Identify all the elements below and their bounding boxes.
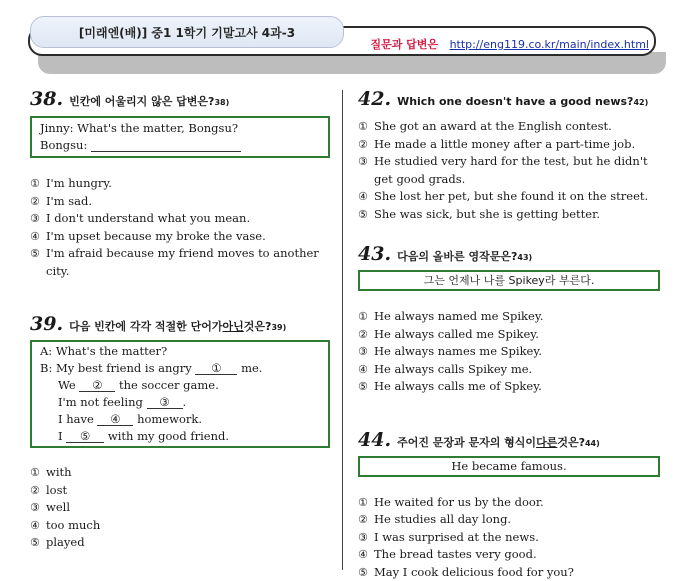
- text: I: [58, 429, 66, 443]
- option-text: He waited for us by the door.: [374, 494, 658, 512]
- option-4[interactable]: [358, 546, 658, 564]
- option-mark: ②: [358, 511, 374, 529]
- dialog-line: A: What's the matter?: [40, 343, 320, 360]
- option-mark: ③: [358, 343, 374, 361]
- option-text: He always named me Spikey.: [374, 308, 658, 326]
- option-text: too much: [46, 517, 332, 535]
- prompt-box: [358, 456, 660, 477]
- option-mark: ③: [358, 153, 374, 188]
- option-text: played: [46, 534, 332, 552]
- question-prompt-a: 다음 빈칸에 각각 적절한 단어가: [69, 318, 222, 334]
- dialog-line: [40, 377, 320, 394]
- question-38: [30, 88, 332, 280]
- option-text: The bread tastes very good.: [374, 546, 658, 564]
- page-title: [미래엔(배)] 중1 1학기 기말고사 4과-3: [79, 24, 295, 41]
- question-43: [358, 243, 658, 396]
- options-list: [358, 118, 658, 223]
- question-ref: 38): [214, 98, 229, 107]
- option-text: I'm afraid because my friend moves to another city.: [46, 245, 332, 280]
- option-2[interactable]: [30, 482, 332, 500]
- question-number: 42.: [358, 88, 391, 110]
- dialog-line-answer: [40, 137, 320, 154]
- blank-5: ⑤: [66, 430, 104, 443]
- dialog-speaker: Bongsu:: [40, 138, 87, 152]
- option-mark: ④: [358, 546, 374, 564]
- text: the soccer game.: [115, 378, 218, 392]
- question-number: 38.: [30, 88, 63, 110]
- option-mark: ①: [30, 464, 46, 482]
- option-5[interactable]: [358, 206, 658, 224]
- dialog-line: [40, 428, 320, 445]
- question-44-title: [358, 429, 658, 451]
- option-mark: ⑤: [358, 564, 374, 581]
- text: We: [58, 378, 79, 392]
- dialog-line: Jinny: What's the matter, Bongsu?: [40, 120, 320, 137]
- question-39-title: [30, 313, 332, 335]
- question-ref: 42): [633, 98, 648, 107]
- dialog-box: [30, 116, 330, 158]
- option-mark: ②: [358, 136, 374, 154]
- prompt-box-text: 그는 언제나 나를 Spikey라 부른다.: [424, 274, 595, 287]
- text: .: [183, 395, 187, 409]
- option-mark: ①: [358, 308, 374, 326]
- options-list: [30, 175, 332, 280]
- option-mark: ⑤: [30, 534, 46, 552]
- option-mark: ②: [358, 326, 374, 344]
- question-number: 39.: [30, 313, 63, 335]
- option-2[interactable]: [358, 326, 658, 344]
- option-1[interactable]: [358, 494, 658, 512]
- question-43-title: [358, 243, 658, 265]
- question-ref: 39): [271, 323, 286, 332]
- option-3[interactable]: [358, 343, 658, 361]
- option-text: I don't understand what you mean.: [46, 210, 332, 228]
- question-ref: 44): [585, 439, 600, 448]
- option-4[interactable]: [30, 228, 332, 246]
- option-3[interactable]: [30, 210, 332, 228]
- option-text: I was surprised at the news.: [374, 529, 658, 547]
- option-mark: ⑤: [30, 245, 46, 280]
- option-mark: ①: [30, 175, 46, 193]
- question-prompt: 빈칸에 어울리지 않은 답변은?: [69, 93, 214, 109]
- option-mark: ②: [30, 193, 46, 211]
- option-text: He always calls Spikey me.: [374, 361, 658, 379]
- header-qa: [370, 36, 649, 52]
- option-5[interactable]: [358, 564, 658, 581]
- question-prompt-b: 것은?: [557, 434, 585, 450]
- option-5[interactable]: [358, 378, 658, 396]
- option-1[interactable]: [30, 464, 332, 482]
- text: me.: [237, 361, 262, 375]
- text: with my good friend.: [104, 429, 229, 443]
- question-ref: 43): [517, 253, 532, 262]
- blank-3: ③: [147, 396, 183, 409]
- option-text: with: [46, 464, 332, 482]
- option-text: He always names me Spikey.: [374, 343, 658, 361]
- option-mark: ④: [30, 517, 46, 535]
- option-text: He made a little money after a part-time job.: [374, 136, 658, 154]
- answer-blank: [91, 139, 241, 152]
- option-text: She was sick, but she is getting better.: [374, 206, 658, 224]
- option-mark: ④: [358, 188, 374, 206]
- option-mark: ①: [358, 494, 374, 512]
- dialog-box: [30, 340, 330, 448]
- option-mark: ⑤: [358, 378, 374, 396]
- option-mark: ③: [358, 529, 374, 547]
- option-text: She got an award at the English contest.: [374, 118, 658, 136]
- option-text: I'm sad.: [46, 193, 332, 211]
- question-prompt: Which one doesn't have a good news?: [397, 95, 633, 108]
- options-list: [358, 494, 658, 581]
- blank-4: ④: [97, 413, 133, 426]
- qa-url-link[interactable]: http://eng119.co.kr/main/index.html: [450, 38, 649, 51]
- question-prompt-b: 것은?: [244, 318, 272, 334]
- question-42: [358, 88, 658, 223]
- option-2[interactable]: [358, 136, 658, 154]
- option-text: lost: [46, 482, 332, 500]
- prompt-box-text: He became famous.: [451, 459, 566, 473]
- text: homework.: [133, 412, 202, 426]
- option-text: He always calls me of Spkey.: [374, 378, 658, 396]
- option-3[interactable]: [30, 499, 332, 517]
- option-mark: ⑤: [358, 206, 374, 224]
- option-1[interactable]: [30, 175, 332, 193]
- option-text: He always called me Spikey.: [374, 326, 658, 344]
- prompt-box: [358, 270, 660, 291]
- option-mark: ②: [30, 482, 46, 500]
- blank-2: ②: [79, 379, 115, 392]
- option-3[interactable]: [358, 529, 658, 547]
- option-4[interactable]: [358, 361, 658, 379]
- question-number: 43.: [358, 243, 391, 265]
- option-text: well: [46, 499, 332, 517]
- header-title-tab: [30, 16, 344, 48]
- question-42-title: [358, 88, 658, 110]
- option-text: She lost her pet, but she found it on the street.: [374, 188, 658, 206]
- text: I'm not feeling: [58, 395, 147, 409]
- option-3[interactable]: [358, 153, 658, 188]
- blank-1: ①: [195, 362, 237, 375]
- right-column: [358, 88, 658, 581]
- option-1[interactable]: [358, 118, 658, 136]
- option-text: I'm hungry.: [46, 175, 332, 193]
- text: I have: [58, 412, 97, 426]
- question-39: [30, 313, 332, 552]
- option-2[interactable]: [30, 193, 332, 211]
- option-text: I'm upset because my broke the vase.: [46, 228, 332, 246]
- question-38-title: [30, 88, 332, 110]
- question-prompt-a: 주어진 문장과 문자의 형식이: [397, 434, 536, 450]
- dialog-line: [40, 411, 320, 428]
- option-2[interactable]: [358, 511, 658, 529]
- option-mark: ③: [30, 499, 46, 517]
- question-prompt-underlined: 다른: [536, 434, 557, 450]
- options-list: [30, 464, 332, 552]
- option-mark: ④: [30, 228, 46, 246]
- option-text: May I cook delicious food for you?: [374, 564, 658, 581]
- option-text: He studies all day long.: [374, 511, 658, 529]
- option-text: He studied very hard for the test, but he didn't get good grads.: [374, 153, 658, 188]
- dialog-line: [40, 394, 320, 411]
- options-list: [358, 308, 658, 396]
- option-4[interactable]: [30, 517, 332, 535]
- question-prompt-underlined: 아닌: [223, 318, 244, 334]
- option-4[interactable]: [358, 188, 658, 206]
- text: B: My best friend is angry: [40, 361, 195, 375]
- question-44: [358, 429, 658, 581]
- option-mark: ①: [358, 118, 374, 136]
- option-mark: ③: [30, 210, 46, 228]
- question-prompt: 다음의 올바른 영작문은?: [397, 248, 517, 264]
- dialog-line: [40, 360, 320, 377]
- option-1[interactable]: [358, 308, 658, 326]
- option-mark: ④: [358, 361, 374, 379]
- question-number: 44.: [358, 429, 391, 451]
- left-column: [30, 88, 332, 552]
- option-5[interactable]: [30, 245, 332, 280]
- qa-label: 질문과 답변은: [370, 38, 438, 51]
- column-divider: [342, 90, 343, 570]
- option-5[interactable]: [30, 534, 332, 552]
